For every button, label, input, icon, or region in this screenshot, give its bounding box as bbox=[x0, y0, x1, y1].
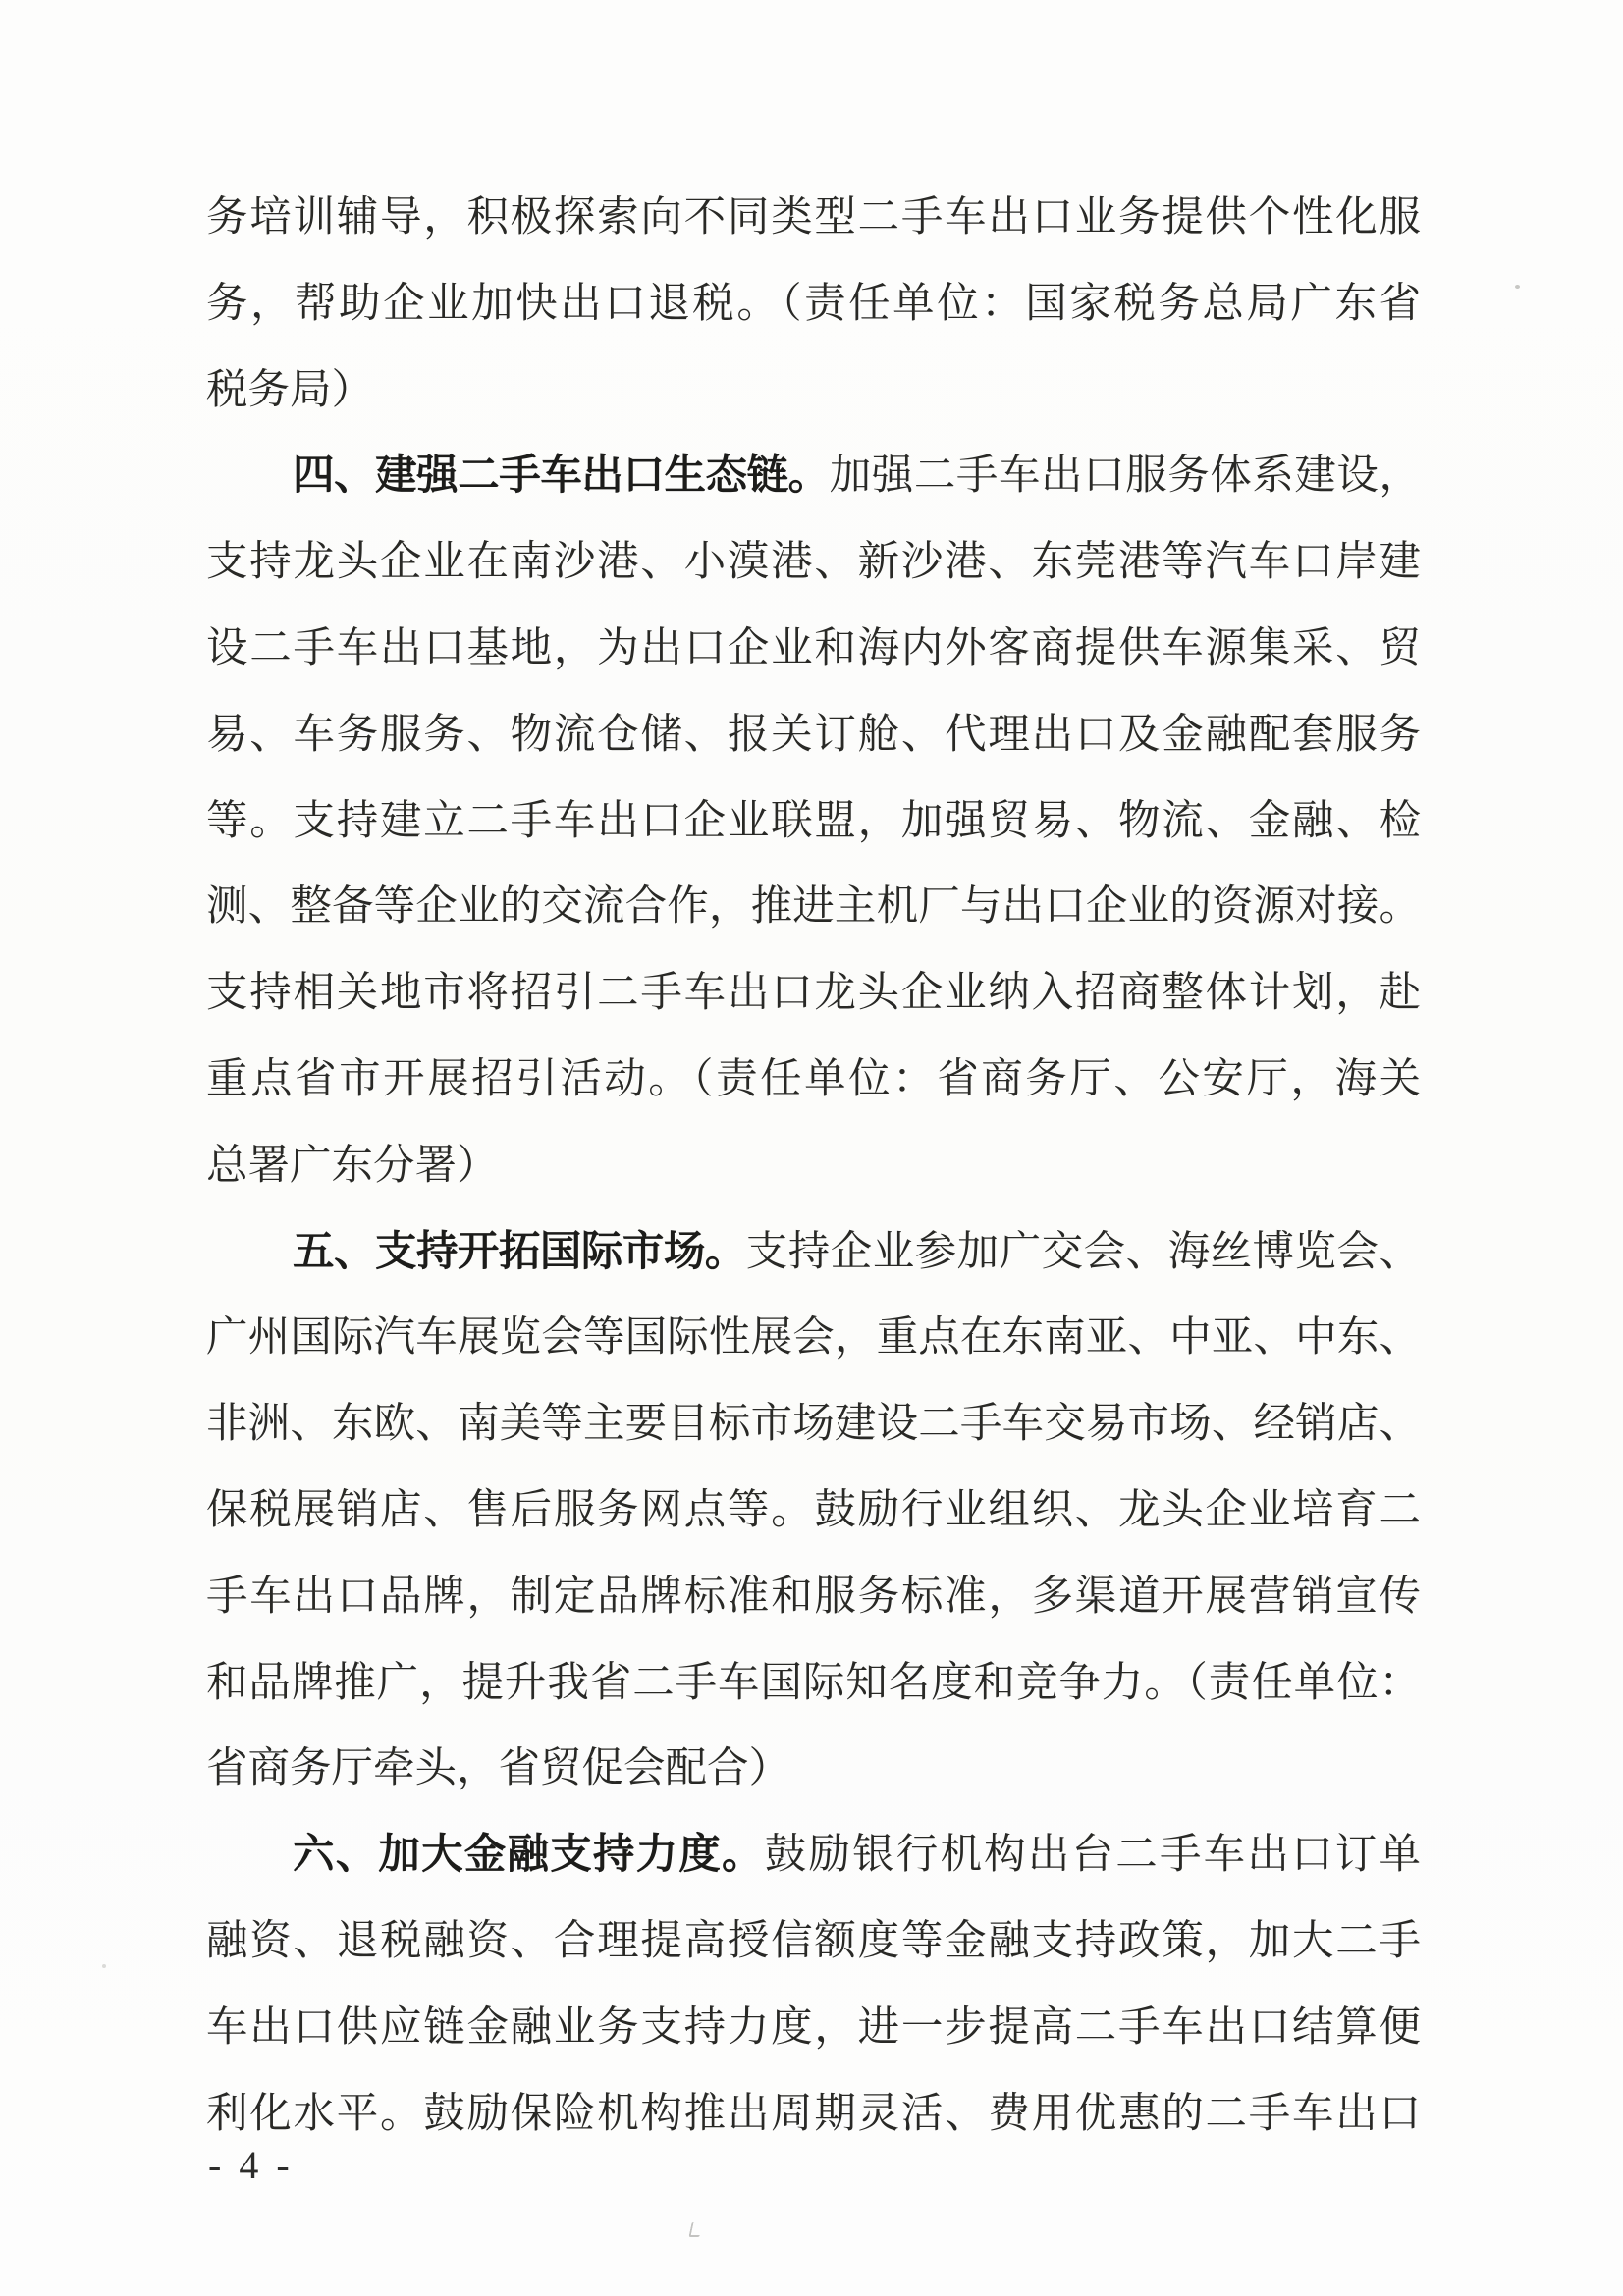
page-number: - 4 - bbox=[208, 2143, 294, 2187]
document-line: 保税展销店、售后服务网点等。鼓励行业组织、龙头企业培育二 bbox=[206, 1486, 1421, 1533]
document-line: 非洲、东欧、南美等主要目标市场建设二手车交易市场、经销店、 bbox=[206, 1401, 1421, 1448]
scan-speck-icon bbox=[1515, 285, 1520, 289]
document-line: 测、整备等企业的交流合作，推进主机厂与出口企业的资源对接。 bbox=[206, 883, 1421, 931]
scan-speck-icon bbox=[102, 1964, 106, 1968]
document-line: 广州国际汽车展览会等国际性展会，重点在东南亚、中亚、中东、 bbox=[206, 1314, 1421, 1362]
document-line: 车出口供应链金融业务支持力度，进一步提高二手车出口结算便 bbox=[206, 2003, 1421, 2051]
section-paragraph-first-line: 五、支持开拓国际市场。支持企业参加广交会、海丝博览会、 bbox=[293, 1228, 1421, 1275]
document-line: 总署广东分署） bbox=[206, 1142, 499, 1189]
scan-speck-icon bbox=[688, 2222, 702, 2237]
document-line: 务培训辅导，积极探索向不同类型二手车出口业务提供个性化服 bbox=[206, 194, 1421, 240]
document-line: 设二手车出口基地，为出口企业和海内外客商提供车源集采、贸 bbox=[206, 624, 1421, 671]
section-heading: 六、加大金融支持力度。 bbox=[293, 1832, 765, 1879]
section-heading: 四、建强二手车出口生态链。 bbox=[293, 453, 830, 500]
section-heading: 五、支持开拓国际市场。 bbox=[293, 1228, 746, 1275]
document-line: 税务局） bbox=[206, 366, 374, 413]
document-line: 支持龙头企业在南沙港、小漠港、新沙港、东莞港等汽车口岸建 bbox=[206, 539, 1421, 586]
document-text-block bbox=[206, 175, 1421, 2157]
document-line: 重点省市开展招引活动。（责任单位：省商务厅、公安厅，海关 bbox=[206, 1055, 1421, 1102]
document-line: 和品牌推广，提升我省二手车国际知名度和竞争力。（责任单位： bbox=[206, 1659, 1421, 1706]
document-line: 手车出口品牌，制定品牌标准和服务标准，多渠道开展营销宣传 bbox=[206, 1573, 1421, 1620]
document-line: 融资、退税融资、合理提高授信额度等金融支持政策，加大二手 bbox=[206, 1917, 1421, 1964]
section-paragraph-first-line: 四、建强二手车出口生态链。加强二手车出口服务体系建设， bbox=[293, 453, 1421, 500]
document-line: 省商务厅牵头，省贸促会配合） bbox=[206, 1745, 791, 1792]
document-line: 等。支持建立二手车出口企业联盟，加强贸易、物流、金融、检 bbox=[206, 797, 1421, 844]
document-line: 务，帮助企业加快出口退税。（责任单位：国家税务总局广东省 bbox=[206, 280, 1421, 327]
document-line: 易、车务服务、物流仓储、报关订舱、代理出口及金融配套服务 bbox=[206, 711, 1421, 758]
document-line: 利化水平。鼓励保险机构推出周期灵活、费用优惠的二手车出口 bbox=[206, 2090, 1421, 2137]
section-paragraph-first-line: 六、加大金融支持力度。鼓励银行机构出台二手车出口订单 bbox=[293, 1832, 1421, 1879]
document-line: 支持相关地市将招引二手车出口龙头企业纳入招商整体计划，赴 bbox=[206, 970, 1421, 1017]
